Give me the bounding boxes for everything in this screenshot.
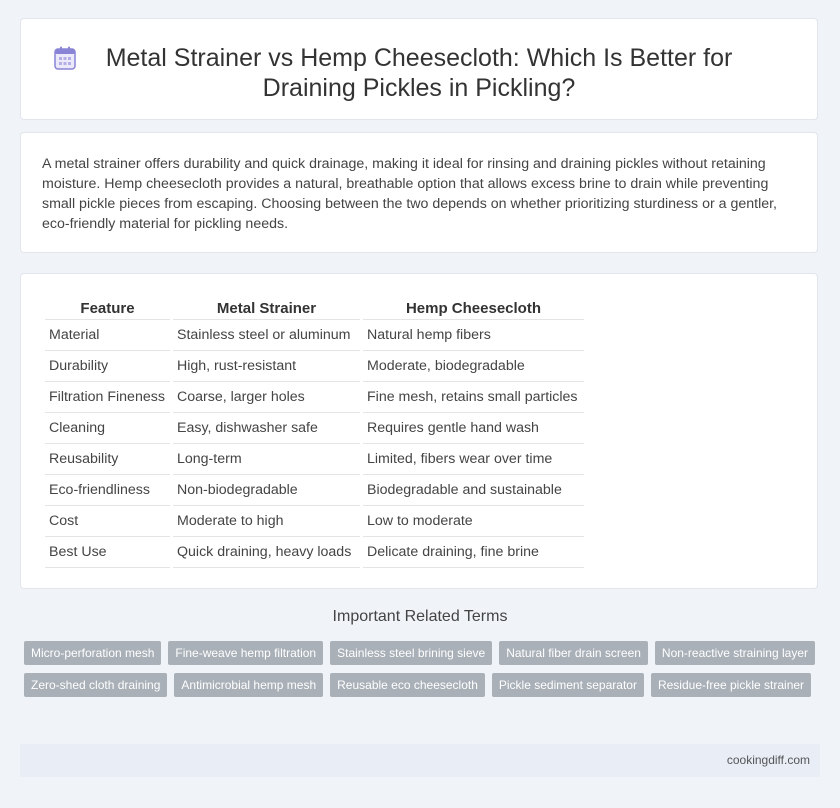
related-term-tag[interactable]: Natural fiber drain screen (499, 641, 648, 665)
cell-hemp: Low to moderate (363, 506, 584, 537)
related-term-tag[interactable]: Micro-perforation mesh (24, 641, 161, 665)
related-term-tag[interactable]: Non-reactive straining layer (655, 641, 815, 665)
related-term-tag[interactable]: Stainless steel brining sieve (330, 641, 492, 665)
cell-hemp: Biodegradable and sustainable (363, 475, 584, 506)
page-title: Metal Strainer vs Hemp Cheesecloth: Which Is Better for Draining Pickles in Pickling? (105, 44, 733, 102)
footer-site-link[interactable]: cookingdiff.com (726, 753, 810, 767)
table-row (45, 382, 584, 413)
table-row (45, 506, 584, 537)
header-hemp-cheesecloth: Hemp Cheesecloth (363, 295, 584, 320)
table-row (45, 537, 584, 568)
header-metal-strainer: Metal Strainer (173, 295, 360, 320)
cell-metal: Long-term (173, 444, 360, 475)
cell-metal: Quick draining, heavy loads (173, 537, 360, 568)
cell-hemp: Moderate, biodegradable (363, 351, 584, 382)
header-feature: Feature (45, 295, 170, 320)
cell-metal: High, rust-resistant (173, 351, 360, 382)
related-term-tag[interactable]: Residue-free pickle strainer (651, 673, 811, 697)
cell-feature: Reusability (45, 444, 170, 475)
footer (20, 744, 820, 777)
related-term-tag[interactable]: Antimicrobial hemp mesh (174, 673, 323, 697)
related-term-tag[interactable]: Zero-shed cloth draining (24, 673, 167, 697)
related-terms-list (24, 641, 824, 697)
cell-feature: Cleaning (45, 413, 170, 444)
table-row (45, 351, 584, 382)
cell-hemp: Limited, fibers wear over time (363, 444, 584, 475)
cell-hemp: Fine mesh, retains small particles (363, 382, 584, 413)
cell-hemp: Delicate draining, fine brine (363, 537, 584, 568)
cell-feature: Durability (45, 351, 170, 382)
cell-feature: Filtration Fineness (45, 382, 170, 413)
cell-hemp: Natural hemp fibers (363, 320, 584, 351)
comparison-table (42, 295, 587, 568)
title-card (20, 18, 818, 120)
table-row (45, 320, 584, 351)
table-header-row (45, 295, 584, 320)
cell-metal: Moderate to high (173, 506, 360, 537)
cell-metal: Stainless steel or aluminum (173, 320, 360, 351)
cell-feature: Best Use (45, 537, 170, 568)
cell-feature: Material (45, 320, 170, 351)
cell-feature: Eco-friendliness (45, 475, 170, 506)
related-term-tag[interactable]: Reusable eco cheesecloth (330, 673, 485, 697)
cell-hemp: Requires gentle hand wash (363, 413, 584, 444)
table-row (45, 413, 584, 444)
cell-metal: Non-biodegradable (173, 475, 360, 506)
table-row (45, 444, 584, 475)
intro-card (20, 132, 818, 253)
related-term-tag[interactable]: Pickle sediment separator (492, 673, 644, 697)
cell-feature: Cost (45, 506, 170, 537)
comparison-card (20, 273, 818, 589)
cell-metal: Coarse, larger holes (173, 382, 360, 413)
related-term-tag[interactable]: Fine-weave hemp filtration (168, 641, 323, 665)
related-terms-heading: Important Related Terms (332, 608, 508, 625)
table-row (45, 475, 584, 506)
intro-paragraph: A metal strainer offers durability and quick drainage, making it ideal for rinsing and draining pickles without retaining moisture. Hemp cheesecloth provides a natural, breathable option that allows excess brine to drain while preventing small pickle pieces from escaping. Choosing between the two depends on whether prioritizing sturdiness or a gentler, eco-friendly material for pickling needs. (42, 156, 777, 232)
cell-metal: Easy, dishwasher safe (173, 413, 360, 444)
